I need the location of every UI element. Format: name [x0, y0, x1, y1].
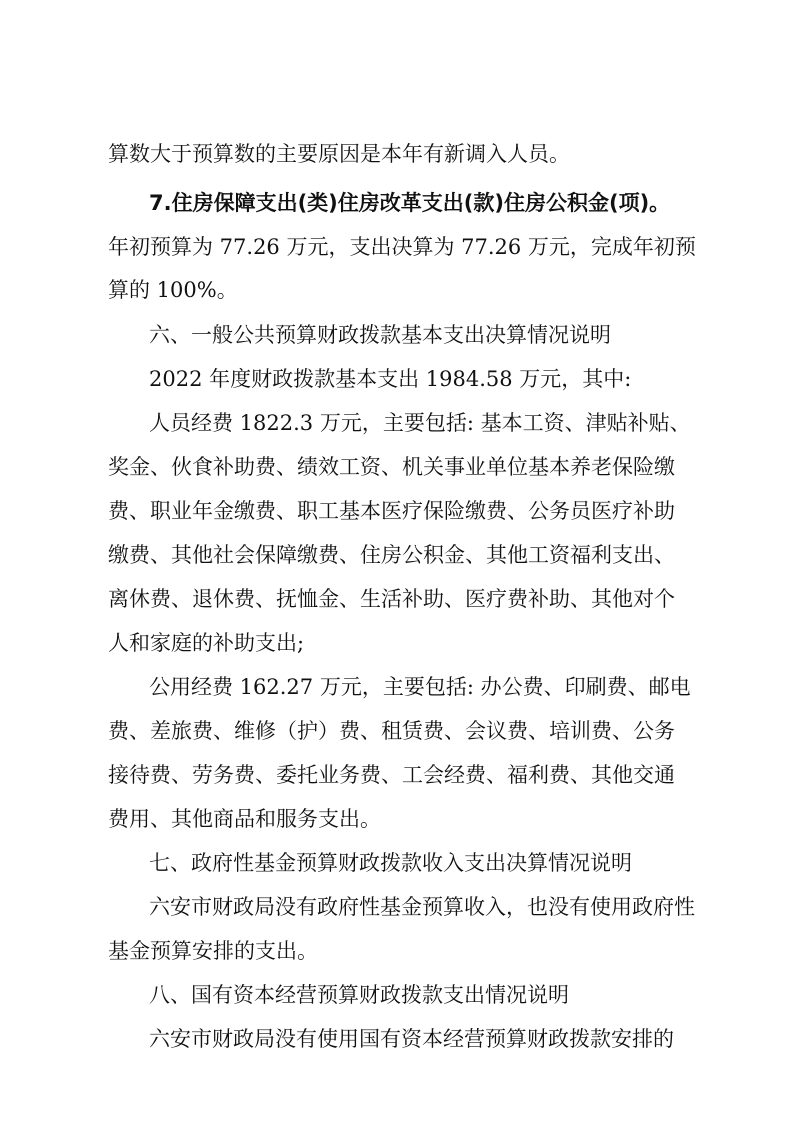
- paragraph-line: 费、职业年金缴费、职工基本医疗保险缴费、公务员医疗补助: [108, 499, 675, 523]
- paragraph-line: 公用经费 162.27 万元，主要包括: 办公费、印刷费、邮电: [149, 675, 691, 699]
- paragraph-line: 费用、其他商品和服务支出。: [108, 807, 381, 831]
- item-heading: 7.住房保障支出(类)住房改革支出(款)住房公积金(项)。: [149, 191, 671, 215]
- paragraph-line: 六安市财政局没有政府性基金预算收入，也没有使用政府性: [149, 895, 695, 919]
- section-heading: 七、政府性基金预算财政拨款收入支出决算情况说明: [149, 851, 632, 875]
- paragraph-line: 六安市财政局没有使用国有资本经营预算财政拨款安排的: [149, 1027, 674, 1051]
- paragraph-line: 2022 年度财政拨款基本支出 1984.58 万元，其中:: [149, 367, 632, 391]
- paragraph-line: 奖金、伙食补助费、绩效工资、机关事业单位基本养老保险缴: [108, 455, 675, 479]
- paragraph-line: 费、差旅费、维修（护）费、租赁费、会议费、培训费、公务: [108, 719, 675, 743]
- section-heading: 八、国有资本经营预算财政拨款支出情况说明: [149, 983, 569, 1007]
- paragraph-line: 算的 100%。: [108, 278, 238, 302]
- paragraph-line: 算数大于预算数的主要原因是本年有新调入人员。: [108, 142, 570, 166]
- paragraph-line: 缴费、其他社会保障缴费、住房公积金、其他工资福利支出、: [108, 543, 675, 567]
- paragraph-line: 基金预算安排的支出。: [108, 939, 318, 963]
- paragraph-line: 年初预算为 77.26 万元，支出决算为 77.26 万元，完成年初预: [108, 235, 696, 259]
- section-heading: 六、一般公共预算财政拨款基本支出决算情况说明: [149, 323, 611, 347]
- paragraph-line: 接待费、劳务费、委托业务费、工会经费、福利费、其他交通: [108, 763, 675, 787]
- paragraph-line: 人员经费 1822.3 万元，主要包括: 基本工资、津贴补贴、: [149, 411, 691, 435]
- paragraph-line: 离休费、退休费、抚恤金、生活补助、医疗费补助、其他对个: [108, 587, 675, 611]
- paragraph-line: 人和家庭的补助支出;: [108, 631, 305, 655]
